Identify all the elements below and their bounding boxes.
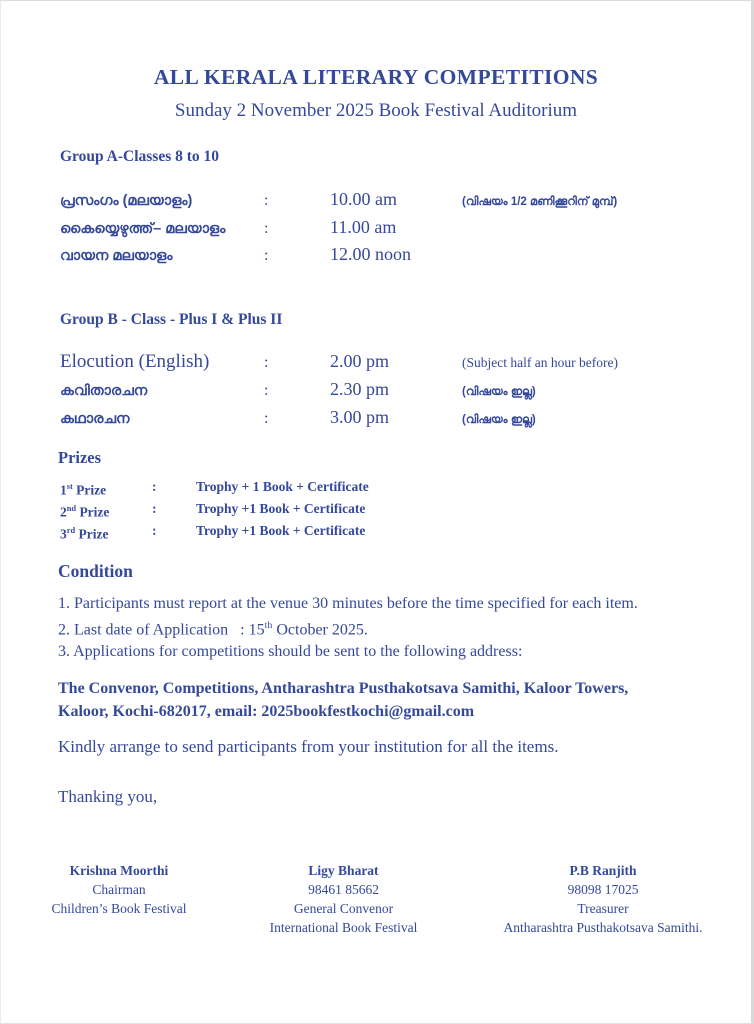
signatory-name: Ligy Bharat xyxy=(308,863,379,878)
condition-item: 3. Applications for competitions should be sent to the following address: xyxy=(58,642,523,660)
separator: : xyxy=(264,220,269,237)
event-name: കവിതാരചന xyxy=(60,383,148,399)
separator: : xyxy=(152,523,157,538)
signatory-chairman xyxy=(19,861,219,918)
separator: : xyxy=(152,479,157,494)
request-line: Kindly arrange to send participants from your institution for all the items. xyxy=(58,737,559,756)
event-time: 2.00 pm xyxy=(330,351,390,371)
event-time: 12.00 noon xyxy=(330,244,411,264)
mailing-address xyxy=(58,677,711,723)
signatory-line: General Convenor xyxy=(293,901,394,916)
condition-heading: Condition xyxy=(58,561,133,581)
separator: : xyxy=(152,501,157,516)
event-time: 10.00 am xyxy=(330,189,397,209)
prize-row xyxy=(60,522,369,544)
prize-rank: 1st Prize xyxy=(60,482,107,498)
event-note: (വിഷയം ഇല്ല) xyxy=(462,414,536,426)
signatory-treasurer xyxy=(467,861,739,937)
signatory-line: International Book Festival xyxy=(269,920,418,935)
signatory-general-convenor xyxy=(226,861,461,937)
group-a-heading: Group A-Classes 8 to 10 xyxy=(60,148,220,165)
event-note: (Subject half an hour before) xyxy=(462,355,618,370)
address-line: The Convenor, Competitions, Antharashtra Pusthakotsava Samithi, Kaloor Towers, xyxy=(58,680,629,697)
event-time: 11.00 am xyxy=(330,217,397,237)
signatory-line: Treasurer xyxy=(577,901,629,916)
separator: : xyxy=(264,192,269,209)
prize-row xyxy=(60,478,369,500)
separator: : xyxy=(264,247,269,264)
schedule-row xyxy=(60,347,721,377)
group-a-schedule xyxy=(60,187,721,269)
group-b-heading: Group B - Class - Plus I & Plus II xyxy=(60,311,283,328)
signatures-block xyxy=(1,861,754,971)
event-time: 2.30 pm xyxy=(330,379,390,399)
signatory-name: P.B Ranjith xyxy=(569,863,637,878)
page-title: ALL KERALA LITERARY COMPETITIONS xyxy=(153,65,599,89)
thanking-line: Thanking you, xyxy=(58,787,158,806)
signatory-name: Krishna Moorthi xyxy=(69,863,169,878)
signatory-line: Children’s Book Festival xyxy=(51,901,187,916)
condition-list xyxy=(58,593,731,663)
schedule-row xyxy=(60,215,721,242)
event-note: (വിഷയം ഇല്ല) xyxy=(462,386,536,398)
prize-value: Trophy + 1 Book + Certificate xyxy=(196,479,369,494)
signatory-line: 98461 85662 xyxy=(308,882,379,897)
schedule-row xyxy=(60,377,721,405)
prizes-heading: Prizes xyxy=(58,448,102,467)
condition-item: 2. Last date of Application : 15th October 2025. xyxy=(58,619,368,639)
event-name: വായന മലയാളം xyxy=(60,248,173,264)
event-name: പ്രസംഗം (മലയാളം) xyxy=(60,193,193,209)
signatory-line: 98098 17025 xyxy=(567,882,639,897)
schedule-row xyxy=(60,242,721,269)
group-b-schedule xyxy=(60,347,721,433)
condition-item: 1. Participants must report at the venue 30 minutes before the time specified for each item. xyxy=(58,595,638,612)
prize-value: Trophy +1 Book + Certificate xyxy=(196,501,366,516)
separator: : xyxy=(264,382,269,399)
separator: : xyxy=(264,410,269,427)
event-note: (വിഷയം 1/2 മണിക്കൂറിന് മുമ്പ്) xyxy=(462,196,618,208)
prizes-table xyxy=(60,478,369,544)
separator: : xyxy=(264,354,269,371)
event-name: കൈയ്യെഴുത്ത്– മലയാളം xyxy=(60,221,226,237)
address-line: Kaloor, Kochi-682017, email: 2025bookfestkochi@gmail.com xyxy=(58,703,475,720)
prize-rank: 3rd Prize xyxy=(60,526,109,542)
page-subtitle: Sunday 2 November 2025 Book Festival Auditorium xyxy=(174,100,578,121)
prize-rank: 2nd Prize xyxy=(60,504,110,520)
event-time: 3.00 pm xyxy=(330,407,390,427)
signatory-line: Antharashtra Pusthakotsava Samithi. xyxy=(503,920,703,935)
prize-row xyxy=(60,500,369,522)
schedule-row xyxy=(60,187,721,215)
event-name: Elocution (English) xyxy=(60,351,210,372)
signatory-line: Chairman xyxy=(92,882,146,897)
event-name: കഥാരചന xyxy=(60,411,130,427)
prize-value: Trophy +1 Book + Certificate xyxy=(196,523,366,538)
schedule-row xyxy=(60,405,721,433)
